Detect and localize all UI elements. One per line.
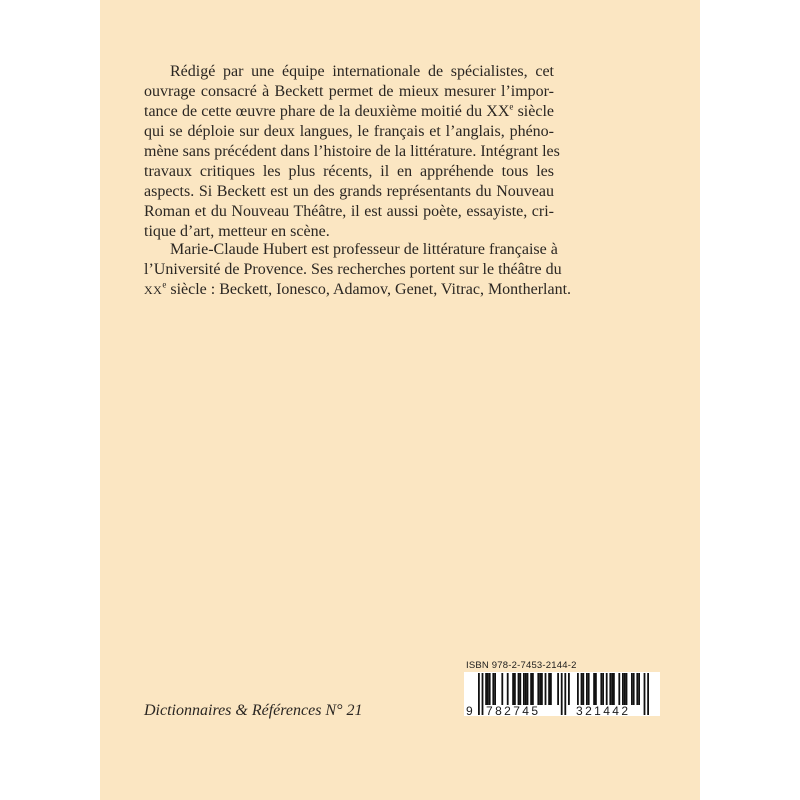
century-numeral: XX bbox=[144, 283, 163, 297]
barcode-bar bbox=[588, 673, 590, 705]
bio-line bbox=[144, 279, 572, 300]
description-line bbox=[144, 102, 554, 122]
barcode-bar bbox=[626, 673, 628, 705]
ean-first-digit: 9 bbox=[466, 704, 476, 718]
description-line: qui se déploie sur deux langues, le français et l’anglais, phéno- bbox=[144, 123, 554, 140]
description-line-text: tance de cette œuvre phare de la deuxième moitié du XX bbox=[144, 103, 510, 120]
barcode-bar bbox=[489, 673, 491, 705]
barcode-bar bbox=[631, 673, 633, 705]
barcode-bar bbox=[507, 673, 509, 705]
barcode-bar bbox=[541, 673, 543, 705]
barcode-bar bbox=[557, 673, 559, 705]
barcode-bar bbox=[518, 673, 520, 705]
barcode-bar bbox=[622, 673, 624, 705]
barcode-bar bbox=[602, 673, 604, 705]
description-line: mène sans précédent dans l’histoire de la littérature. Intégrant les bbox=[144, 143, 560, 160]
barcode-bar bbox=[600, 673, 602, 705]
bio-line: l’Université de Provence. Ses recherches portent sur le théâtre du bbox=[144, 261, 562, 278]
ean-left-group: 782745 bbox=[486, 704, 541, 718]
barcode-bar bbox=[512, 673, 514, 705]
isbn-label: ISBN 978-2-7453-2144-2 bbox=[466, 660, 577, 671]
ean-digits bbox=[464, 704, 660, 718]
barcode-bar bbox=[613, 673, 615, 705]
barcode-bar bbox=[633, 673, 635, 705]
barcode-bar bbox=[525, 673, 527, 705]
description-paragraph bbox=[144, 62, 560, 242]
author-bio-paragraph bbox=[144, 240, 572, 300]
barcode-bar bbox=[530, 673, 532, 705]
barcode-bar bbox=[609, 673, 611, 705]
barcode-bar bbox=[618, 673, 620, 705]
ean-right-group: 321442 bbox=[576, 704, 631, 718]
description-line: tique d’art, metteur en scène. bbox=[144, 223, 330, 240]
barcode-bar bbox=[485, 673, 487, 705]
superscript-e: e bbox=[509, 101, 514, 112]
barcode-bar bbox=[514, 673, 516, 705]
back-cover bbox=[100, 0, 700, 800]
barcode-bar bbox=[582, 673, 584, 705]
description-line-text: siècle bbox=[513, 103, 554, 120]
barcode-bar bbox=[487, 673, 489, 705]
barcode-bar bbox=[606, 673, 608, 705]
description-line: Rédigé par une équipe internationale de spécialistes, cet bbox=[170, 63, 554, 80]
barcode-bar bbox=[523, 673, 525, 705]
barcode-bar bbox=[593, 673, 595, 705]
description-line: aspects. Si Beckett est un des grands représentants du Nouveau bbox=[144, 183, 554, 200]
barcode-bar bbox=[586, 673, 588, 705]
superscript-e: e bbox=[162, 279, 167, 290]
barcode-bar bbox=[611, 673, 613, 705]
barcode-bar bbox=[550, 673, 552, 705]
description-line: travaux critiques les plus récents, il en appréhende tous les bbox=[144, 163, 554, 180]
isbn-barcode bbox=[464, 660, 660, 716]
barcode-bar bbox=[595, 673, 597, 705]
barcode-bar bbox=[577, 673, 579, 705]
barcode-bar bbox=[568, 673, 570, 705]
barcode-bar bbox=[548, 673, 550, 705]
barcode-bar bbox=[494, 673, 496, 705]
barcode-bar bbox=[581, 673, 583, 705]
barcode-bar bbox=[636, 673, 638, 705]
barcode-bar bbox=[539, 673, 541, 705]
collection-label: Dictionnaires & Références N° 21 bbox=[144, 702, 363, 719]
barcode-bar bbox=[638, 673, 640, 705]
barcode-bar bbox=[537, 673, 539, 705]
barcode-bar bbox=[492, 673, 494, 705]
description-line: Roman et du Nouveau Théâtre, il est aussi poète, essayiste, cri- bbox=[144, 203, 554, 220]
barcode-bar bbox=[501, 673, 503, 705]
barcode-bar bbox=[532, 673, 534, 705]
barcode-bar bbox=[624, 673, 626, 705]
barcode-bar bbox=[519, 673, 521, 705]
barcode-bar bbox=[527, 673, 529, 705]
bio-line-text: siècle : Beckett, Ionesco, Adamov, Genet, Vitrac, Montherlant. bbox=[166, 281, 572, 298]
description-line: ouvrage consacré à Beckett permet de mieux mesurer l’impor- bbox=[144, 83, 554, 100]
barcode-bar bbox=[545, 673, 547, 705]
bio-line: Marie-Claude Hubert est professeur de littérature française à bbox=[170, 241, 558, 258]
